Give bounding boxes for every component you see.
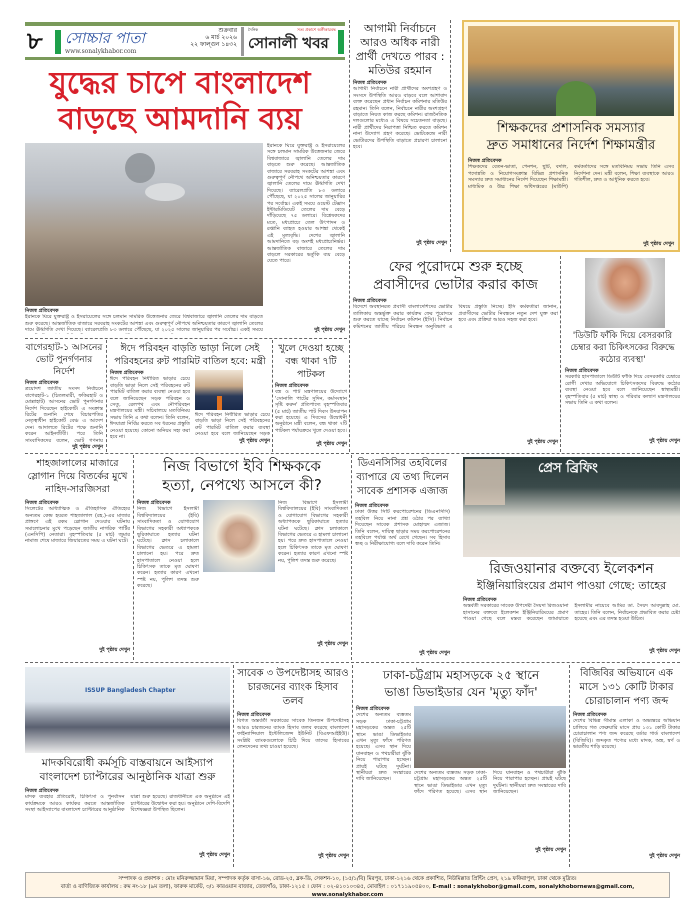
headline-line1: ঢাকা-চট্টগ্রাম মহাসড়কে ২৫ স্থানে (382, 668, 540, 682)
health-minister-photo (585, 258, 665, 328)
continue-link[interactable]: দুই পৃষ্ঠায় দেখুন (419, 650, 450, 657)
body-text: বিদেশে অবস্থানরত প্রবাসী বাংলাদেশিদের ভোটার তালিকায় অন্তর্ভুক্ত করার কার্যক্রম ফের পুরোদমে শুরু করতে যাচ্ছে নির্বাচন কমিশন (ইসি)। নির্বাচন কমিশনের জাতীয় পরিচয় নিবন্ধন অনুবিভাগ এ বিষয়ে প্রস্তুতি নিচ্ছে। ইসি কর্মকর্তারা জানান, প্রবাসীদের ভোটার নিবন্ধনে নতুন দেশ যুক্ত করা হবে এবং প্রক্রিয়া আরও সহজ করা হবে। (353, 304, 558, 330)
imprint-line2 (26, 883, 669, 898)
headline-line2: প্রবাসীদের ভোটার করার কাজ (373, 277, 538, 293)
education-article (468, 158, 674, 248)
body-text: বিগত অন্তর্বর্তী সরকারের সাবেক তিনজন উপদেষ্টাসহ আরও চারজনের ব্যাংক হিসাব তলব করেছে বাংলাদেশ ফাইন্যান্সিয়াল ইন্টেলিজেন্স ইউনিট (বিএফআইইউ)। সংশ্লিষ্ট ব্যাংকগুলোকে চিঠি দিয়ে তাদের হিসাবের লেনদেনের তথ্য চাওয়া হয়েছে। (237, 718, 349, 751)
continue-link[interactable]: দুই পৃষ্ঠায় দেখুন (535, 846, 566, 853)
plant-decoration (556, 81, 596, 116)
headline-line2: বাংলাদেশ চ্যাপ্টারের আনুষ্ঠানিক যাত্রা শুরু (39, 771, 216, 783)
isap-event-photo (25, 667, 230, 753)
doctors-duty-article (565, 368, 680, 445)
shahjalal-article (25, 500, 130, 654)
teacher-photo (203, 500, 275, 572)
headline-line2: দ্রুত সমাধানের নির্দেশ শিক্ষামন্ত্রীর (486, 138, 656, 153)
smoke-cloud (145, 183, 185, 201)
logo-prefix: দৈনিক (248, 27, 259, 32)
eid-transport-article (110, 370, 190, 447)
reporter: নিজস্ব প্রতিবেদক (353, 80, 387, 86)
eid-transport-headline[interactable]: ঈদে পরিবহন বাড়তি ভাড়া নিলে সেই পরিবহনের রুট পারমিট বাতিল হবে: মন্ত্রী (114, 343, 266, 367)
headline-line1: রিজওয়ানার বক্তব্যে ইলেকশন (489, 561, 654, 577)
shahjalal-headline[interactable]: শাহজালালের মাজারে স্লোগান দিয়ে বিতর্কের মুখে নাহিদ-সারজিসরা (27, 458, 128, 495)
rizwana-article (463, 597, 680, 655)
body-text: মাদক ব্যবহার প্রতিরোধ, চিকিৎসা ও পুনর্বাসন কার্যক্রমকে আরও কার্যকর করতে আন্তর্জাতিক সংস্থা আইস্যাপের বাংলাদেশ চ্যাপ্টারের আনুষ্ঠানিক যাত্রা শুরু হয়েছে। রাজধানীতে এক অনুষ্ঠানে এই চ্যাপ্টারের উদ্বোধন করা হয়। অনুষ্ঠানে দেশি-বিদেশি বিশেষজ্ঞরা উপস্থিত ছিলেন। (25, 794, 230, 814)
reporter: নিজস্ব প্রতিবেদক (275, 383, 309, 389)
highway-photo (414, 706, 566, 768)
imprint-footer (25, 872, 670, 898)
press-briefing-banner: প্রেস ব্রিফিং (538, 461, 598, 476)
body-text: ঈদে পরিবহন নির্ধারিত ভাড়ার চেয়ে বাড়তি ভাড়া নিলে সেই পরিবহনের রুট পারমিট বাতিল করার ব্যবস্থা নেওয়া হবে বলে জানিয়েছেন সড়ক পরিবহন ও সেতু, রেলপথ এবং নৌপরিবহন মন্ত্রণালয়ের মন্ত্রী। সচিবালয়ে মতবিনিময় সভায় তিনি এ কথা বলেন। তিনি বলেন, ঈদযাত্রা নির্বিঘ্ন করতে সব ধরনের প্রস্তুতি নেওয়া হয়েছে। কোনো অনিয়ম সহ্য করা হবে না। (110, 376, 190, 441)
masthead (25, 22, 345, 60)
press-briefing-photo (463, 457, 680, 557)
headline-line1: শিক্ষকদের প্রশাসনিক সমস্যার (497, 121, 645, 136)
jute-mills-headline[interactable]: খুলে দেওয়া হচ্ছে বন্ধ থাকা ৭টি পাটকল (278, 343, 344, 380)
ibi-teacher-headline[interactable] (137, 457, 347, 495)
bank-accounts-headline[interactable]: সাবেক ৩ উপদেষ্টাসহ আরও চারজনের ব্যাংক হিসাব তলব (237, 668, 349, 707)
body-text: দেশের বিভিন্ন সীমান্ত এলাকা ও অভ্যন্তরে অভিযান চালিয়ে গত ফেব্রুয়ারি মাসে প্রায় ১৩১ কোটি টাকার চোরাচালান পণ্য জব্দ করেছে বর্ডার গার্ড বাংলাদেশ (বিজিবি)। জব্দকৃত পণ্যের মধ্যে মাদক, অস্ত্র, স্বর্ণ ও ভারতীয় শাড়ি রয়েছে। (573, 718, 680, 751)
reporter: নিজস্ব প্রতিবেদক (25, 500, 59, 506)
column-divider (351, 455, 352, 660)
logo-tagline: সত্য প্রকাশে অঙ্গীকারবদ্ধ (297, 27, 336, 32)
highway-divider-article (356, 706, 411, 847)
logo-name: সোনালী খবর (248, 34, 329, 52)
headline-line2: ভাঙা ডিভাইডার যেন 'মৃত্যু ফাঁদ' (384, 685, 538, 699)
rizwana-headline[interactable] (463, 560, 680, 593)
reporter: নিজস্ব প্রতিবেদক (110, 370, 144, 376)
isap-article (25, 788, 230, 858)
body-text: দেশের অন্যতম ব্যস্ততম সড়ক ঢাকা-চট্টগ্রাম মহাসড়কের অন্তত ২৫টি স্থানে ভাঙা ডিভাইডার এখন মৃত্যু ফাঁদে পরিণত হয়েছে। এসব স্থান দিয়ে যানবাহন ও পথচারীরা ঝুঁকি নিয়ে পারাপার হচ্ছেন। প্রায়ই ঘটছে দুর্ঘটনা। স্থানীয়রা দ্রুত সংস্কারের দাবি জানিয়েছেন। (356, 712, 411, 783)
ibi-teacher-article-2 (278, 500, 348, 647)
bgb-seizure-article (573, 712, 680, 859)
column-divider (569, 665, 570, 867)
headline-line1: নিজ বিভাগে ইবি শিক্ষককে (163, 457, 321, 475)
row-divider (25, 662, 680, 663)
paper-logo (241, 27, 337, 56)
date-en: ৬ মার্চ ২০২৬ (205, 34, 237, 41)
lead-reporter: নিজস্ব প্রতিবেদক (25, 308, 59, 314)
continue-link[interactable]: দুই পৃষ্ঠায় দেখুন (649, 852, 680, 859)
lead-body-text: ইরানকে ঘিরে যুক্তরাষ্ট্র ও ইসরায়েলের সঙ্গে চলমান সামরিক উত্তেজনার জেরে বিশ্ববাজারে জ্বালানি তেলের দাম বাড়তে শুরু করেছে। আন্তর্জাতিক বাজারে সরবরাহ সংকটের আশঙ্কা এবং গুরুত্বপূর্ণ নৌপথে অনিশ্চয়তার কারণে জ্বালানি তেলের দামে ঊর্ধ্বগতি দেখা দিয়েছে। ব্যারেলপ্রতি ৮৩ ডলারে পৌঁছেছে, যা ২০২৫ সালের জানুয়ারির পর সর্বোচ্চ। একই সময়ে ওয়েস্ট টেক্সাস ইন্টারমিডিয়েট তেলের দাম বেড়ে দাঁড়িয়েছে ৭৫ ডলারে। বিশ্লেষকদের মতে, মধ্যপ্রাচ্যে তেল উৎপাদন ও রপ্তানি ব্যাহত হওয়ার আশঙ্কা থেকেই এই মূল্যবৃদ্ধি। দেশের জ্বালানি আমদানিতে বড় অংশই মধ্যপ্রাচ্যনির্ভর। আন্তর্জাতিক বাজারে তেলের দাম বাড়লে সরকারের ভর্তুকি ব্যয় বেড়ে যেতে পারে। (267, 143, 345, 265)
column-divider (560, 256, 561, 452)
bagerhat-article (25, 380, 103, 450)
reporter: নিজস্ব প্রতিবেদক (468, 158, 502, 164)
column-divider (272, 340, 273, 452)
eid-transport-article-2 (195, 412, 270, 444)
office-address: বার্তা ও বাণিজ্যিক কার্যালয় : রুম নং-১৮ (৯ম তলা), ফারুক মার্কেট, ৩/১ কারওয়ান বাজার, তেজগাঁও, ঢাকা-১২১৫ । ফোন : ০২-৪১০১০৩৪৫, মোবাইল : ০১৭১১৯০৫৪০০, (60, 884, 431, 890)
body-text: ঢাকা উত্তর সিটি করপোরেশনের (ডিএনসিসি) তহবিল নিয়ে নানা প্রশ্ন ওঠার পর ব্যাখ্যা দিয়েছেন সাবেক প্রশাসক মোহাম্মদ এজাজ। তিনি বলেন, দায়িত্ব ছাড়ার সময় করপোরেশনের তহবিলে পর্যাপ্ত অর্থ রেখে গেছেন। সব হিসাব স্বচ্ছ ও নিরীক্ষাযোগ্য বলে দাবি করেন তিনি। (355, 509, 450, 548)
continue-link[interactable]: দুই পৃষ্ঠায় দেখুন (199, 852, 230, 858)
accent-bar (55, 30, 61, 54)
lead-body-text-2: ইরানকে ঘিরে যুক্তরাষ্ট্র ও ইসরায়েলের সঙ্গে চলমান সামরিক উত্তেজনার জেরে বিশ্ববাজারে জ্বালানি তেলের দাম বাড়তে শুরু করেছে। আন্তর্জাতিক বাজারে সরবরাহ সংকটের আশঙ্কা এবং গুরুত্বপূর্ণ নৌপথে অনিশ্চয়তার কারণে জ্বালানি তেলের দামে ঊর্ধ্বগতি দেখা দিয়েছে। ব্যারেলপ্রতি ৮৩ ডলারে পৌঁছেছে, যা ২০২৫ সালের জানুয়ারির পর সর্বোচ্চ। একই সময়ে (25, 314, 263, 334)
doctors-duty-headline[interactable]: 'ডিউটি ফাঁকি দিয়ে বেসরকারি চেম্বার করা চিকিৎসকের বিরুদ্ধে কঠোর ব্যবস্থা' (570, 331, 675, 365)
reporter: নিজস্ব প্রতিবেদক (237, 712, 271, 718)
lead-body-right (267, 143, 345, 322)
lead-headline-line1: যুদ্ধের চাপে বাংলাদেশ (49, 66, 311, 101)
dncc-fund-article (355, 503, 450, 657)
continue-link[interactable]: দুই পৃষ্ঠায় দেখুন (72, 444, 103, 450)
column-divider (349, 20, 350, 252)
body-text-2: ঈদে পরিবহন নির্ধারিত ভাড়ার চেয়ে বাড়তি ভাড়া নিলে সেই পরিবহনের রুট পারমিট বাতিল করার ব্যবস্থা নেওয়া হবে বলে জানিয়েছেন সড়ক (195, 412, 270, 438)
page-number: ৮ (27, 27, 43, 55)
date-bn: ২২ ফাল্গুন ১৪৩২ (190, 41, 237, 48)
continue-link[interactable]: দুই পৃষ্ঠায় দেখুন (316, 440, 347, 447)
smoke-plume (125, 153, 155, 183)
reporter: নিজস্ব প্রতিবেদক (463, 597, 497, 603)
isap-headline[interactable] (25, 756, 230, 784)
column-divider (133, 455, 134, 660)
lead-body-bottom (25, 308, 263, 334)
body-text: ত্রয়োদশ জাতীয় সংসদ নির্বাচনে বাগেরহাট-১ (চিতলমারী, ফকিরহাট ও মোল্লাহাট) আসনের ভোট পুনর্গণনার নির্দেশ দিয়েছেন হাইকোর্ট। এ সংক্রান্ত রিটের শুনানি শেষে বিচারপতির নেতৃত্বাধীন হাইকোর্ট বেঞ্চ এ আদেশ দেন। আদালতে রিটের পক্ষে শুনানি করেন আইনজীবী। পরে তিনি সাংবাদিকদের বলেন, ভোট গণনায় (25, 386, 103, 444)
continue-link[interactable]: দুই পৃষ্ঠায় দেখুন (239, 437, 270, 444)
headline-line1: ফের পুরোদমে শুরু হচ্ছে (388, 259, 523, 275)
reporter: নিজস্ব প্রতিবেদক (565, 368, 599, 374)
body-text-2: নিজ বিভাগে ইসলামী বিশ্ববিদ্যালয়ের (ইবি) সাংবাদিকতা ও যোগাযোগ বিভাগের সহকারী অধ্যাপককে ছুরিকাঘাতে হত্যার ঘটনা ঘটেছে। ক্লাস চলাকালে বিভাগের ভেতরে এ হামলা চালানো হয়। পরে দ্রুত হাসপাতালে নেওয়া হলে চিকিৎসক তাকে মৃত ঘোষণা করেন। হত্যার কারণ এখনো স্পষ্ট নয়, পুলিশ তদন্ত শুরু করেছে। (278, 500, 348, 564)
email-link-1[interactable]: sonalykhobor@gmail.com, (457, 884, 537, 890)
bank-accounts-article (237, 712, 349, 859)
bagerhat-headline[interactable]: বাগেরহাট-১ আসনের ভোট পুনর্গণনার নির্দেশ (25, 343, 103, 377)
column-divider (352, 665, 353, 867)
email-label: E-mail : (432, 884, 456, 890)
body-text: শিক্ষকদের বেতন-ভাতা, পেনশন, ছুটি, বদলি, পদোন্নতি ও নিয়োগসংক্রান্ত বিভিন্ন প্রশাসনিক সমস্যার দ্রুত সমাধানের নির্দেশ দিয়েছেন শিক্ষামন্ত্রী। মাধ্যমিক ও উচ্চ শিক্ষা অধিদপ্তরের (মাউশি) কর্মকর্তাদের সঙ্গে মতবিনিময় সভায় তিনি এসব নির্দেশনা দেন। মন্ত্রী বলেন, শিক্ষা ব্যবস্থাকে আরও গতিশীল, দ্রুত ও আধুনিক করতে হবে। (468, 164, 674, 190)
body-text: নিজ বিভাগে ইসলামী বিশ্ববিদ্যালয়ের (ইবি) সাংবাদিকতা ও যোগাযোগ বিভাগের সহকারী অধ্যাপককে ছুরিকাঘাতে হত্যার ঘটনা ঘটেছে। ক্লাস চলাকালে বিভাগের ভেতরে এ হামলা চালানো হয়। পরে দ্রুত হাসপাতালে নেওয়া হলে চিকিৎসক তাকে মৃত ঘোষণা করেন। হত্যার কারণ এখনো স্পষ্ট নয়, পুলিশ তদন্ত শুরু করেছে। (137, 506, 199, 590)
lead-photo (25, 143, 263, 306)
continue-link[interactable]: দুই পৃষ্ঠায় দেখুন (649, 648, 680, 655)
reporter: নিজস্ব প্রতিবেদক (25, 380, 59, 386)
headline-line2: ইঞ্জিনিয়ারিংয়ের প্রমাণ পাওয়া গেছে: তাহের (476, 579, 667, 592)
lead-headline[interactable] (30, 66, 330, 138)
jute-mills-article (275, 383, 347, 447)
body-text: সিলেটের আধ্যাত্মিক ও ঐতিহাসিক ঐতিহ্যের অন্যতম কেন্দ্র হযরত শাহজালাল (রহ.)-এর মাজার প্রাঙ্গণে এই রকম স্লোগান দেওয়ার ঘটনায় সমালোচনার মুখে পড়েছেন জাতীয় নাগরিক পার্টির (এনসিপি) নেতারা। বৃহস্পতিবার (৫ মার্চ) জুমার নামাজ শেষে মাজারে জিয়ারতের সময় এ ঘটনা ঘটে। (25, 506, 130, 545)
isap-banner: ISSUP Bangladesh Chapter (85, 687, 176, 694)
expat-voters-headline[interactable] (353, 258, 558, 294)
continue-link[interactable]: দুই পৃষ্ঠায় দেখুন (643, 241, 674, 248)
column-divider (233, 665, 234, 867)
women-candidates-article (353, 80, 447, 246)
body-text-2: দেশের অন্যতম ব্যস্ততম সড়ক ঢাকা-চট্টগ্রাম মহাসড়কের অন্তত ২৫টি স্থানে ভাঙা ডিভাইডার এখন মৃত্যু ফাঁদে পরিণত হয়েছে। এসব স্থান দিয়ে যানবাহন ও পথচারীরা ঝুঁকি নিয়ে পারাপার হচ্ছেন। প্রায়ই ঘটছে দুর্ঘটনা। স্থানীয়রা দ্রুত সংস্কারের দাবি জানিয়েছেন। (414, 770, 566, 796)
headline-line1: মাদকবিরোধী কর্মসূচি বাস্তবায়নে আইস্যাপ (41, 757, 214, 769)
continue-link[interactable]: দুই পৃষ্ঠায় দেখুন (527, 438, 558, 445)
continue-link[interactable]: দুই পৃষ্ঠায় দেখুন (649, 438, 680, 445)
ibi-teacher-article (137, 500, 199, 647)
highway-divider-headline[interactable] (356, 667, 566, 701)
day: শুক্রবার (218, 27, 237, 34)
body-text: বস্ত্র ও পাট মন্ত্রণালয়ের উদ্যোগে 'সোনালি পাটের সুদিন, কর্মসংস্থান সৃষ্টি করুন' প্রতিপাদ্যে বৃহস্পতিবার (৫ মার্চ) জাতীয় পাট দিবস উদযাপন করা হয়েছে। এ দিবসের উদ্বোধনী অনুষ্ঠানে মন্ত্রী বলেন, বন্ধ থাকা ৭টি পাটকল পর্যায়ক্রমে খুলে দেওয়া হবে। (275, 389, 347, 434)
reporter: নিজস্ব প্রতিবেদক (353, 298, 387, 304)
body-text: অন্তর্বর্তী সরকারের সাবেক উপদেষ্টা সৈয়দা রিজওয়ানা হাসানের বক্তব্যে ইলেকশন ইঞ্জিনিয়ারিংয়ের প্রমাণ পাওয়া গেছে বলে মন্তব্য করেছেন জামায়াতে ইসলামীর নায়েবে আমির ডা. সৈয়দ আবদুল্লাহ মো. তাহের। তিনি বলেন, নির্বাচনকে প্রভাবিত করার চেষ্টা হয়েছে এবং এর তদন্ত হওয়া উচিত। (463, 603, 680, 623)
women-candidates-headline[interactable]: আগামী নির্বাচনে আরও অধিক নারী প্রার্থী দেখতে পারব : মতিউর রহমান (355, 22, 445, 77)
reporter: নিজস্ব প্রতিবেদক (25, 788, 59, 794)
footer-website-link[interactable]: www.sonalykhabor.com (311, 892, 384, 898)
section-name: সোচ্চার পাতা (65, 29, 145, 47)
continue-link[interactable]: দুই পৃষ্ঠায় দেখুন (99, 647, 130, 654)
lead-continue-link[interactable]: দুই পৃষ্ঠায় দেখুন (314, 327, 345, 333)
reporter: নিজস্ব প্রতিবেদক (137, 500, 171, 506)
accent-bar (338, 30, 344, 54)
expat-voters-article (353, 298, 558, 445)
continue-link[interactable]: দুই পৃষ্ঠায় দেখুন (416, 240, 447, 246)
education-headline[interactable] (464, 120, 678, 154)
imprint-line1: সম্পাদক ও প্রকাশক : মোঃ মনিরুজ্জামান মিয়া, সম্পাদক কর্তৃক বাসা-১৬, রোড-২৫, ব্লক-ডি, সেকশন-১০, (১৫/১/বি) মিরপুর, ঢাকা-১২১৬ থেকে প্রকাশিত, নিউমিল্লাত প্রিন্টিং প্রেস, ২১৯ ফকিরাপুল, ঢাকা থেকে মুদ্রিত। (118, 876, 577, 882)
row-divider (25, 338, 347, 339)
inset-photo (465, 459, 505, 505)
lead-headline-line2: বাড়ছে আমদানি ব্যয় (58, 102, 302, 137)
minister-photo (195, 370, 243, 410)
column-divider (349, 256, 350, 452)
headline-line2: হত্যা, নেপথ্যে আসলে কী? (162, 476, 322, 494)
reporter: নিজস্ব প্রতিবেদক (356, 706, 390, 712)
tie (217, 396, 222, 410)
education-minister-box (462, 20, 680, 252)
row-divider (25, 453, 680, 454)
body-text: আগামী নির্বাচনে নারী প্রার্থীদের অংশগ্রহণ ও সংসদে উপস্থিতি আরও বাড়বে বলে আশাবাদ ব্যক্ত করেছেন প্রধান নির্বাচন কমিশনার মতিউর রহমান। তিনি বলেন, নির্বাচনে নারীর অংশগ্রহণ বাড়াতে নিয়ত কাজ করছে কমিশন। রাজনৈতিক দলগুলোর মধ্যেও এ বিষয়ে সচেতনতা বাড়ছে। নারী প্রার্থীদের নিরাপত্তা নিশ্চিত করতে কমিশন নানা উদ্যোগ গ্রহণ করেছে। ভোটকেন্দ্রে নারী ভোটারদের উপস্থিতি বাড়াতে প্রচারণা চালানো হবে। (353, 86, 447, 151)
website-link[interactable]: www.sonalykhabor.com (65, 48, 137, 55)
bgb-seizure-headline[interactable]: বিজিবির অভিযানে এক মাসে ১৩১ কোটি টাকার চোরাচালান পণ্য জব্দ (579, 668, 674, 707)
highway-divider-article-2 (414, 770, 566, 853)
column-divider (450, 20, 451, 252)
reporter: নিজস্ব প্রতিবেদক (573, 712, 607, 718)
dncc-fund-headline[interactable]: ডিএনসিসির তহবিলের ব্যাপারে যে তথ্য দিলেন সাবেক প্রশাসক এজাজ (356, 458, 449, 497)
meeting-photo (468, 26, 674, 116)
email-link-2[interactable]: sonalykhobornews@gmail.com, (538, 884, 635, 890)
continue-link[interactable]: দুই পৃষ্ঠায় দেখুন (317, 640, 348, 647)
column-divider (106, 340, 107, 452)
reporter: নিজস্ব প্রতিবেদক (355, 503, 389, 509)
body-text: সরকারি হাসপাতালে ডিউটি ফাঁকি দিয়ে বেসরকারি চেম্বারে রোগী দেখার অভিযোগে চিকিৎসকদের বিরুদ্ধে কঠোর ব্যবস্থা নেওয়া হবে বলে জানিয়েছেন স্বাস্থ্যমন্ত্রী। বৃহস্পতিবার (৫ মার্চ) স্বাস্থ্য ও পরিবার কল্যাণ মন্ত্রণালয়ের সভায় তিনি এ কথা বলেন। (565, 374, 680, 407)
date-block (181, 27, 237, 48)
continue-link[interactable]: দুই পৃষ্ঠায় দেখুন (318, 852, 349, 859)
